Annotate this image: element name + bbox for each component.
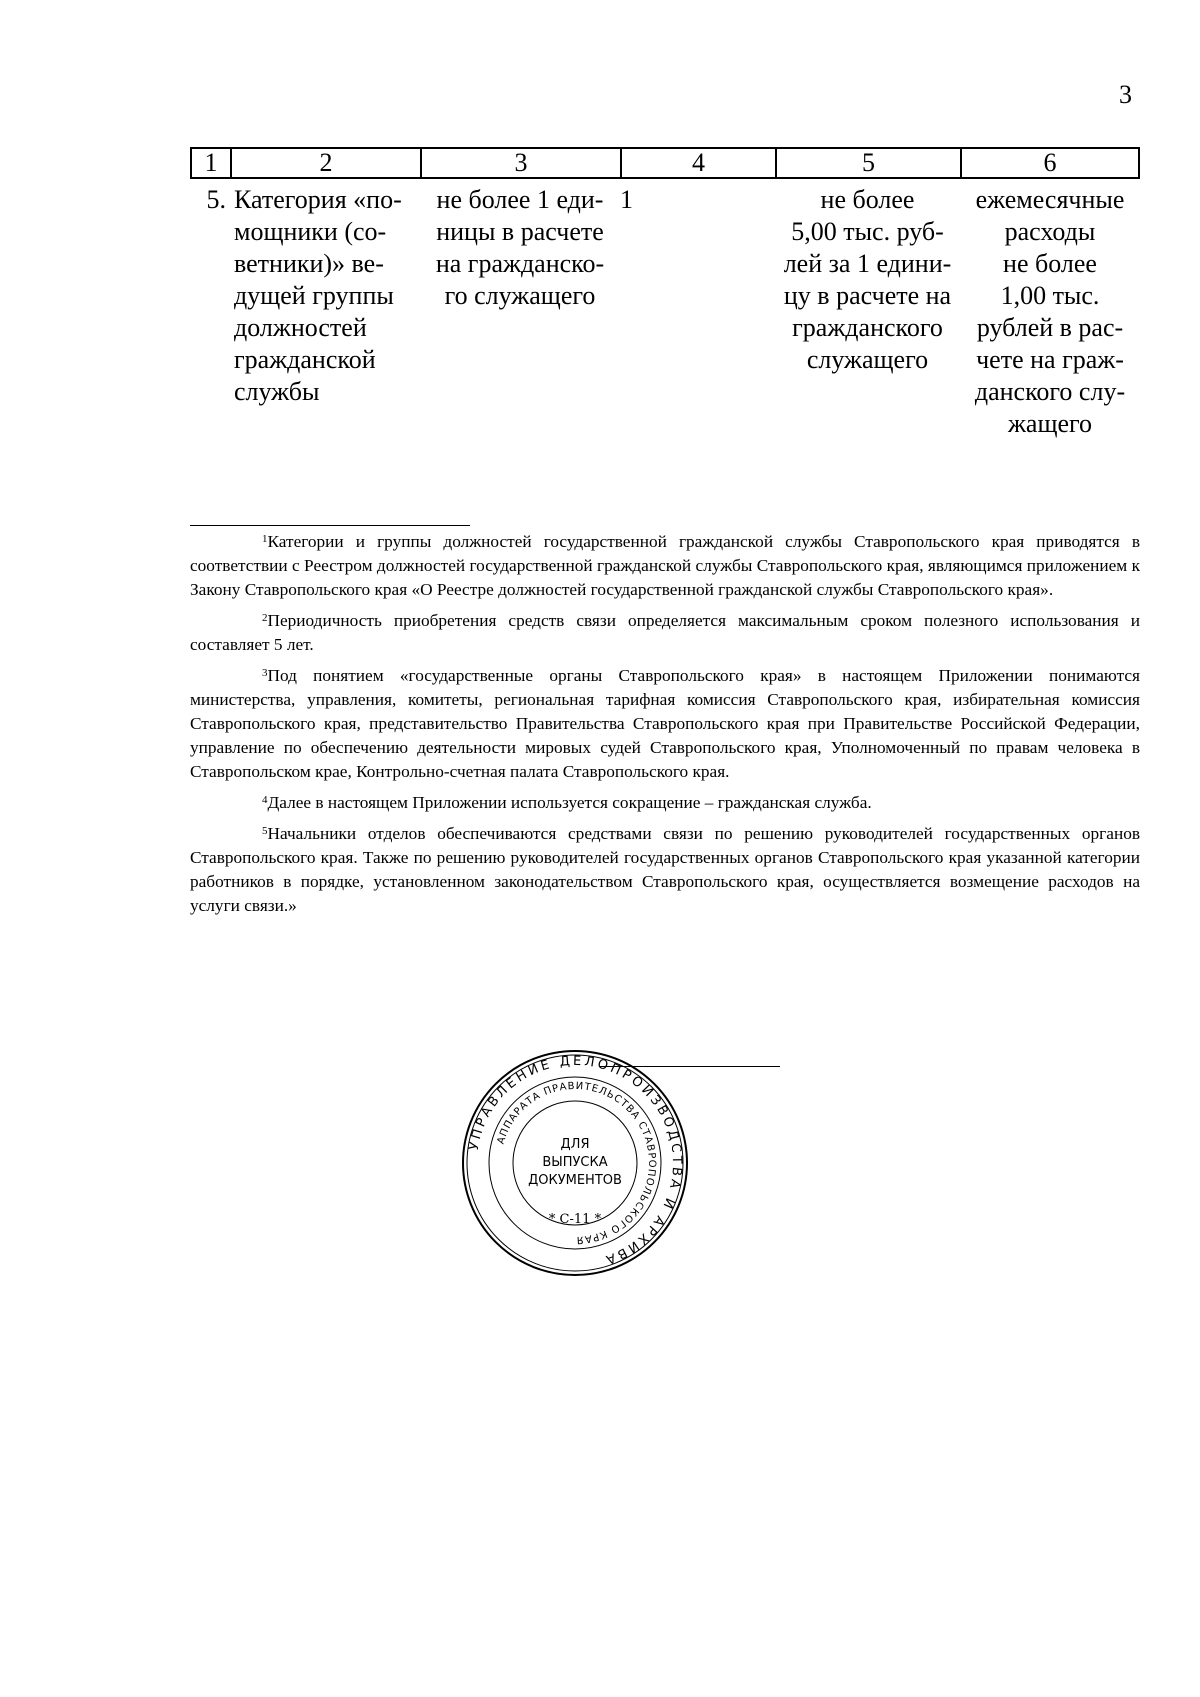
footnote-mark: 1 [262,533,268,545]
cell-price: не более 5,00 тыс. руб- лей за 1 едини- цу в расчете на гражданского служащего [783,185,952,374]
footnote-text: Категории и группы должностей государственной гражданской службы Ставропольского края приводятся в соответствии с Реестром должностей государственной гражданской службы Ставропольского края, являющимся приложением к Закону Ставропольского края «О Реестре должностей государственной гражданской службы Ставропольского края». [190,532,1140,599]
col-header-2: 2 [232,149,422,177]
col-header-5: 5 [777,149,962,177]
footnote-text: Начальники отделов обеспечиваются средствами связи по решению руководителей государственных органов Ставропольского края. Также по решению руководителей государственных органов Ставропольского края указанной категории работников в порядке, установленном законодательством Ставропольского края, осуществляется возмещение расходов на услуги связи.» [190,824,1140,915]
footnote-mark: 2 [262,612,268,624]
footnote-divider [190,525,470,526]
footnote-3 [190,661,1140,784]
table-row [190,184,1140,440]
footnote-mark: 3 [262,667,268,679]
cell-expenses: ежемесячные расходы не более 1,00 тыс. рублей в рас- чете на граж- данского слу- жащего [974,185,1126,438]
page-number: 3 [1119,80,1132,109]
stamp-center-line: ДОКУМЕНТОВ [528,1173,622,1188]
footnote-5 [190,819,1140,918]
col-header-3: 3 [422,149,622,177]
footnote-2 [190,606,1140,657]
official-stamp-icon [460,1048,690,1278]
stamp-center-line: ВЫПУСКА [542,1155,608,1170]
cell-category: Категория «по- мощники (со- ветники)» ве- дущей группы должностей гражданской службы [234,185,402,406]
footnote-1 [190,527,1140,602]
footnote-text: Далее в настоящем Приложении используется сокращение – гражданская служба. [267,793,872,812]
stamp-outer-text: УПРАВЛЕНИЕ ДЕЛОПРОИЗВОДСТВА И АРХИВА [466,1053,685,1268]
stamp-center-line: ДЛЯ [560,1137,590,1152]
footnote-mark: 4 [262,794,268,806]
footnote-4 [190,788,1140,815]
col-header-4: 4 [622,149,777,177]
footnote-text: Под понятием «государственные органы Ставропольского края» в настоящем Приложении понимаются министерства, управления, комитеты, региональная тарифная комиссия Ставропольского края, избирательная комиссия Ставропольского края, представительство Правительства Ставропольского края при Правительстве Российской Федерации, управление по обеспечению деятельности мировых судей Ставропольского края, Уполномоченный по правам человека в Ставропольском крае, Контрольно-счетная палата Ставропольского края. [190,666,1140,781]
cell-period: 1 [620,185,633,214]
footnotes [190,527,1140,922]
stamp-inner-text: АППАРАТА ПРАВИТЕЛЬСТВА СТАВРОПОЛЬСКОГО КРАЯ [495,1080,658,1246]
stamp-code: * С-11 * [548,1212,602,1227]
footnote-text: Периодичность приобретения средств связи определяется максимальным сроком полезного использования и составляет 5 лет. [190,611,1140,654]
col-header-1: 1 [192,149,232,177]
row-number: 5. [206,185,226,214]
footnote-mark: 5 [262,825,268,837]
cell-quantity: не более 1 еди- ницы в расчете на гражданско- го служащего [435,185,605,310]
col-header-6: 6 [1043,148,1057,177]
table-header-row [190,147,1140,179]
